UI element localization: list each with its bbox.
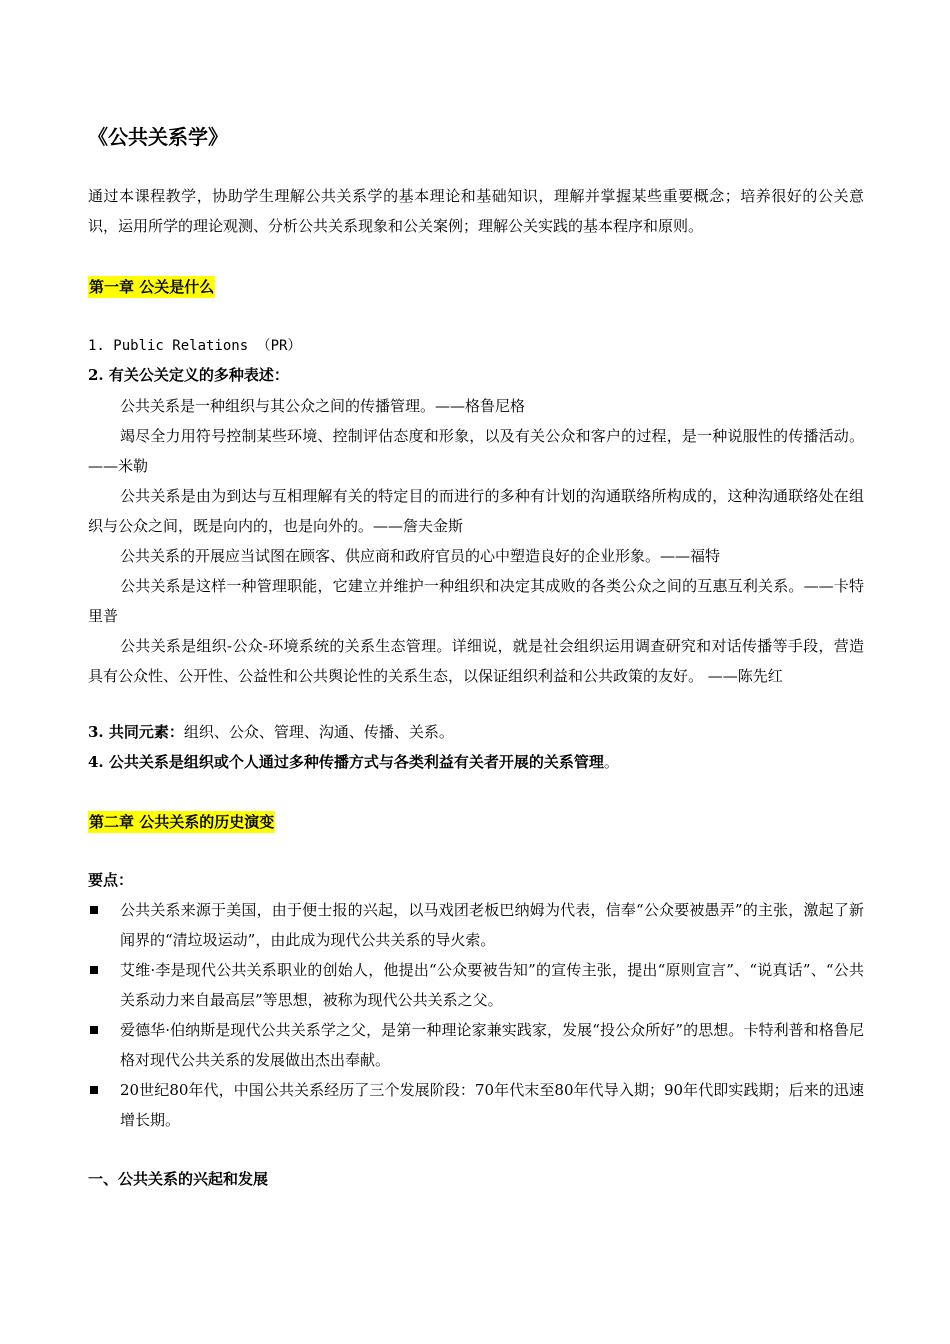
bullet-square-icon: [90, 1026, 98, 1034]
common-elements-label: 3. 共同元素：: [88, 723, 184, 741]
definition-item: 公共关系是由为到达与互相理解有关的特定目的而进行的多种有计划的沟通联络所构成的，这种沟通联络处在组织与公众之间，既是向内的，也是向外的。——詹夫金斯: [88, 487, 864, 535]
common-elements-text: 组织、公众、管理、沟通、传播、关系。: [183, 723, 454, 741]
definitions-list: [88, 391, 864, 691]
definition-item: 竭尽全力用符号控制某些环境、控制评估态度和形象，以及有关公众和客户的过程，是一种说服性的传播活动。——米勒: [88, 427, 864, 475]
definition-item: 公共关系是组织-公众-环境系统的关系生态管理。详细说，就是社会组织运用调查研究和对话传播等手段，营造具有公众性、公开性、公益性和公共舆论性的关系生态，以保证组织利益和公共政策的友好。 ——陈先红: [88, 637, 864, 685]
bullet-square-icon: [90, 906, 98, 914]
document-title: 《公共关系学》: [88, 125, 228, 149]
definition-item: 公共关系是这样一种管理职能，它建立并维护一种组织和决定其成败的各类公众之间的互惠互利关系。——卡特里普: [88, 577, 864, 625]
key-points-label: 要点：: [88, 871, 134, 889]
item-definitions-label: 2. 有关公关定义的多种表述：: [88, 366, 289, 384]
bullet-text: 爱德华·伯纳斯是现代公共关系学之父，是第一种理论家兼实践家，发展“投公众所好”的思想。卡特利普和格鲁尼格对现代公共关系的发展做出杰出奉献。: [120, 1021, 864, 1069]
chapter2-heading: 第二章 公共关系的历史演变: [89, 813, 275, 831]
intro-paragraph: 通过本课程教学，协助学生理解公共关系学的基本理论和基础知识，理解并掌握某些重要概念；培养很好的公关意识，运用所学的理论观测、分析公共关系现象和公关案例；理解公关实践的基本程序和原则。: [88, 187, 864, 235]
item-public-relations: 1. Public Relations （PR）: [88, 338, 302, 354]
bullet-text: 20世纪80年代，中国公共关系经历了三个发展阶段：70年代末至80年代导入期；90年代即实践期；后来的迅速增长期。: [120, 1081, 864, 1129]
bullet-item: [88, 955, 864, 1015]
pr-summary-end: 。: [603, 753, 619, 771]
definition-item: 公共关系是一种组织与其公众之间的传播管理。——格鲁尼格: [120, 397, 526, 415]
bullet-item: [88, 1075, 864, 1135]
bullet-item: [88, 1015, 864, 1075]
item-common-elements: [88, 719, 454, 745]
key-points-list: [88, 895, 864, 1135]
section-heading: 一、公共关系的兴起和发展: [88, 1170, 269, 1188]
bullet-square-icon: [90, 1086, 98, 1094]
definition-item: 公共关系的开展应当试图在顾客、供应商和政府官员的心中塑造良好的企业形象。——福特: [120, 547, 721, 565]
bullet-text: 公共关系来源于美国，由于便士报的兴起，以马戏团老板巴纳姆为代表，信奉“公众要被愚弄”的主张，激起了新闻界的“清垃圾运动”，由此成为现代公共关系的导火索。: [120, 901, 864, 949]
item-pr-summary: [88, 749, 619, 775]
bullet-item: [88, 895, 864, 955]
chapter1-heading: 第一章 公关是什么: [89, 278, 215, 296]
bullet-text: 艾维·李是现代公共关系职业的创始人，他提出“公众要被告知”的宣传主张，提出“原则宣言”、“说真话”、“公共关系动力来自最高层”等思想，被称为现代公共关系之父。: [120, 961, 864, 1009]
pr-summary-text: 4. 公共关系是组织或个人通过多种传播方式与各类利益有关者开展的关系管理: [88, 753, 604, 771]
bullet-square-icon: [90, 966, 98, 974]
